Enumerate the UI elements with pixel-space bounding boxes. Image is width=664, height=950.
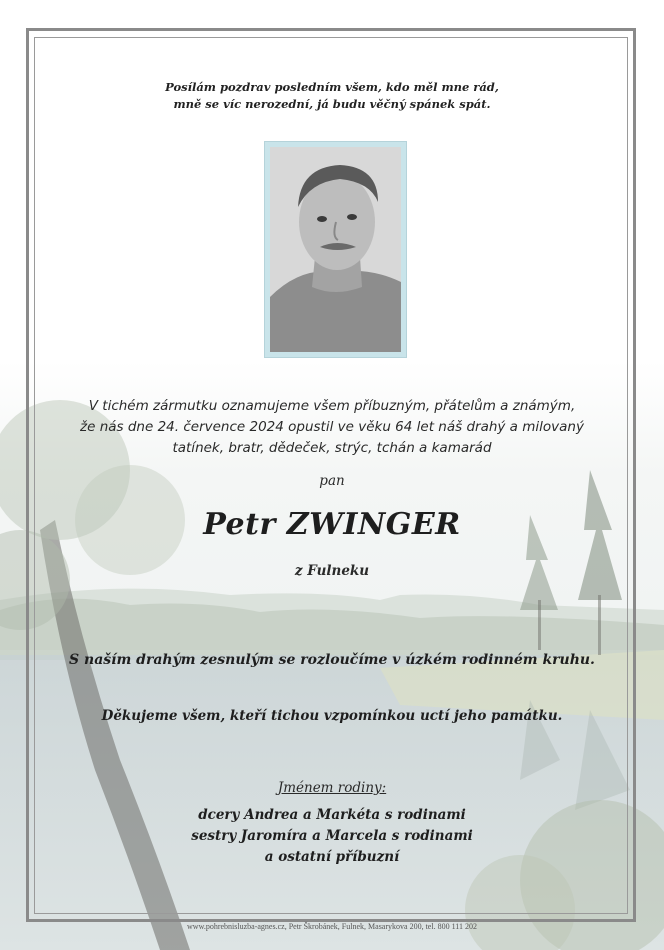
origin: z Fulneku [294, 563, 370, 579]
portrait-image [270, 147, 401, 352]
family-list [0, 805, 664, 868]
family-label: Jménem rodiny: [277, 780, 387, 796]
family-line-1: dcery Andrea a Markéta s rodinami [198, 807, 466, 823]
announcement [0, 396, 664, 459]
motto [0, 79, 664, 113]
announcement-line-3: tatínek, bratr, dědeček, strýc, tchán a kamarád [172, 440, 492, 456]
motto-line-2: mně se víc nerozední, já budu věčný spánek spát. [173, 97, 491, 111]
farewell-text: S naším drahým zesnulým se rozloučíme v úzkém rodinném kruhu. [69, 652, 595, 668]
family-line-2: sestry Jaromíra a Marcela s rodinami [191, 828, 473, 844]
family-line-3: a ostatní příbuzní [264, 849, 400, 865]
title-prefix: pan [319, 473, 345, 489]
deceased-name: Petr ZWINGER [203, 507, 461, 542]
thanks-text: Děkujeme všem, kteří tichou vzpomínkou uctí jeho památku. [101, 708, 563, 724]
portrait-photo [264, 141, 407, 358]
announcement-line-2: že nás dne 24. července 2024 opustil ve věku 64 let náš drahý a milovaný [80, 419, 584, 435]
motto-line-1: Posílám pozdrav posledním všem, kdo měl mne rád, [165, 80, 499, 94]
announcement-line-1: V tichém zármutku oznamujeme všem příbuzným, přátelům a známým, [88, 398, 576, 414]
footer-funeral-service: www.pohrebnisluzba-agnes.cz, Petr Škrobánek, Fulnek, Masarykova 200, tel. 800 111 202 [187, 922, 477, 931]
